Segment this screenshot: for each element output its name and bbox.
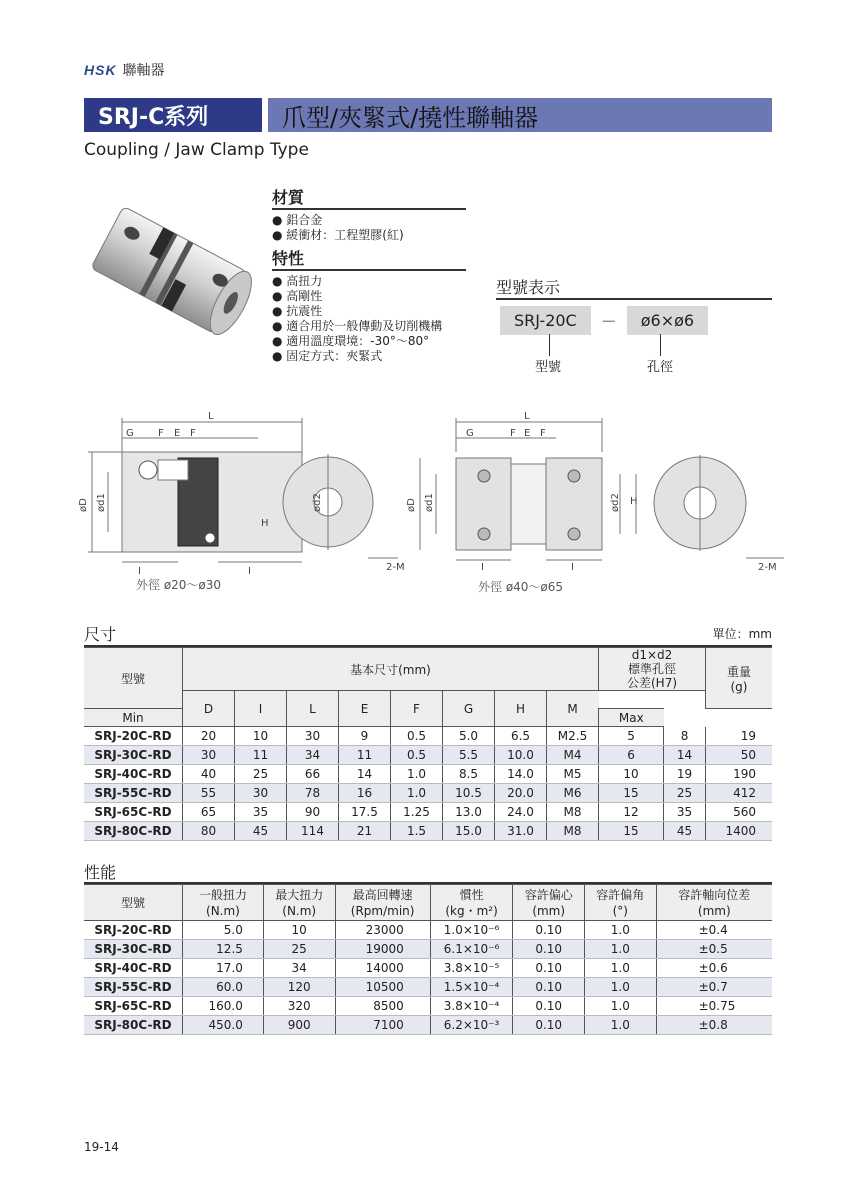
col-E: E xyxy=(339,691,391,727)
model-cell: SRJ-80C-RD xyxy=(84,1016,183,1035)
col-bore-line2: 標準孔徑 xyxy=(627,662,676,676)
dimensions-body xyxy=(84,727,772,841)
table-cell: 25 xyxy=(263,940,335,959)
model-cell: SRJ-30C-RD xyxy=(84,746,183,765)
col-model: 型號 xyxy=(84,648,183,709)
series-title: SRJ-C系列 xyxy=(84,98,262,132)
perf-col-header xyxy=(335,885,430,921)
model-cell: SRJ-40C-RD xyxy=(84,959,183,978)
table-cell: 65 xyxy=(183,803,235,822)
perf-col-unit: (N.m) xyxy=(282,903,317,918)
title-bar xyxy=(84,98,772,132)
table-cell: 14 xyxy=(339,765,391,784)
bore-pointer xyxy=(660,334,661,356)
table-cell: 19000 xyxy=(335,940,430,959)
material-rule xyxy=(272,208,466,210)
feature-item: ● 抗震性 xyxy=(272,304,466,319)
brand-logo: HSK xyxy=(84,62,117,78)
table-cell: M2.5 xyxy=(547,727,599,746)
col-L: L xyxy=(287,691,339,727)
table-cell: 60.0 xyxy=(183,978,264,997)
table-cell: 50 xyxy=(706,746,773,765)
dim-D-large: øD xyxy=(406,498,417,512)
table-cell: 23000 xyxy=(335,921,430,940)
perf-col-header xyxy=(430,885,513,921)
table-cell: 1.0 xyxy=(391,765,443,784)
model-pointer xyxy=(549,334,550,356)
model-cell: SRJ-20C-RD xyxy=(84,921,183,940)
table-cell: 1.0 xyxy=(391,784,443,803)
model-code-dash: － xyxy=(600,312,617,331)
dim-G-large: G xyxy=(466,428,474,439)
model-code: SRJ-20C xyxy=(500,306,591,335)
table-cell: 25 xyxy=(664,784,706,803)
table-cell: 19 xyxy=(664,765,706,784)
performance-body xyxy=(84,921,772,1035)
table-cell: 8 xyxy=(664,727,706,746)
table-cell: 1.0×10⁻⁶ xyxy=(430,921,513,940)
table-cell: 78 xyxy=(287,784,339,803)
dim-I: I xyxy=(138,566,141,577)
dim-d2: ød2 xyxy=(312,493,323,512)
table-cell: 3.8×10⁻⁴ xyxy=(430,997,513,1016)
table-row xyxy=(84,822,772,841)
drawing-small-caption: 外徑 ø20～ø30 xyxy=(136,578,222,592)
table-cell: 17.0 xyxy=(183,959,264,978)
table-cell: 21 xyxy=(339,822,391,841)
table-cell: 5 xyxy=(599,727,664,746)
table-cell: 6 xyxy=(599,746,664,765)
table-cell: ±0.8 xyxy=(656,1016,772,1035)
col-weight xyxy=(706,648,773,709)
table-cell: ±0.5 xyxy=(656,940,772,959)
table-cell: 0.10 xyxy=(513,959,585,978)
performance-table xyxy=(84,884,772,1035)
feature-item: ● 高扭力 xyxy=(272,274,466,289)
table-cell: 90 xyxy=(287,803,339,822)
table-cell: 5.5 xyxy=(443,746,495,765)
table-cell: 80 xyxy=(183,822,235,841)
model-code-heading: 型號表示 xyxy=(496,278,561,297)
table-row xyxy=(84,803,772,822)
subtitle: Coupling / Jaw Clamp Type xyxy=(84,140,309,160)
perf-col-title: 最高回轉速 xyxy=(352,887,413,902)
table-cell: M5 xyxy=(547,765,599,784)
table-cell: 1.0 xyxy=(585,978,657,997)
perf-col-unit: (Rpm/min) xyxy=(350,903,415,918)
table-cell: 15.0 xyxy=(443,822,495,841)
bore-label: 孔徑 xyxy=(647,360,674,375)
page-number: 19-14 xyxy=(84,1140,119,1154)
table-cell: 1.0 xyxy=(585,940,657,959)
dim-d2-large: ød2 xyxy=(610,493,621,512)
dim-F: F xyxy=(158,428,164,439)
table-cell: 0.10 xyxy=(513,940,585,959)
performance-heading: 性能 xyxy=(84,863,117,882)
table-cell: 0.10 xyxy=(513,978,585,997)
model-code-section xyxy=(496,275,772,300)
table-cell: 30 xyxy=(183,746,235,765)
table-cell: 16 xyxy=(339,784,391,803)
table-cell: 11 xyxy=(339,746,391,765)
table-cell: 10.0 xyxy=(495,746,547,765)
table-cell: 1.0 xyxy=(585,1016,657,1035)
col-bore-line1: d1×d2 xyxy=(631,648,673,662)
features-heading: 特性 xyxy=(272,249,305,268)
perf-col-header xyxy=(513,885,585,921)
perf-col-unit: (mm) xyxy=(697,903,731,918)
dim-I2-large: I xyxy=(571,562,574,573)
col-basic: 基本尺寸(mm) xyxy=(183,648,599,691)
dim-E: E xyxy=(174,428,181,439)
table-cell: 10 xyxy=(599,765,664,784)
table-cell: 6.5 xyxy=(495,727,547,746)
dim-G: G xyxy=(126,428,134,439)
table-row xyxy=(84,765,772,784)
col-D: D xyxy=(183,691,235,727)
table-cell: 19 xyxy=(706,727,773,746)
perf-col-header xyxy=(183,885,264,921)
model-cell: SRJ-65C-RD xyxy=(84,803,183,822)
table-cell: 412 xyxy=(706,784,773,803)
col-bore xyxy=(599,648,706,691)
col-min: Min xyxy=(84,709,183,727)
table-cell: 190 xyxy=(706,765,773,784)
table-cell: 15 xyxy=(599,822,664,841)
model-cell: SRJ-40C-RD xyxy=(84,765,183,784)
table-cell: 34 xyxy=(287,746,339,765)
table-cell: 30 xyxy=(287,727,339,746)
brand-header xyxy=(84,60,165,80)
features-list xyxy=(272,274,466,364)
dimensions-table xyxy=(84,647,772,841)
table-row xyxy=(84,959,772,978)
model-label: 型號 xyxy=(535,360,562,375)
table-row xyxy=(84,940,772,959)
table-row xyxy=(84,784,772,803)
col-weight-unit: (g) xyxy=(730,679,748,694)
table-cell: 45 xyxy=(235,822,287,841)
dim-M-large: 2-M xyxy=(758,562,777,573)
col-G: G xyxy=(443,691,495,727)
table-cell: 1.25 xyxy=(391,803,443,822)
dimensions-unit: 單位：mm xyxy=(712,627,772,641)
perf-col-title: 容許偏角 xyxy=(596,887,645,902)
table-cell: 1.0 xyxy=(585,959,657,978)
perf-col-header xyxy=(585,885,657,921)
material-item: ● 緩衝材：工程塑膠(紅) xyxy=(272,228,466,243)
dim-H: H xyxy=(261,518,269,529)
table-row xyxy=(84,997,772,1016)
perf-col-title: 慣性 xyxy=(459,887,484,902)
col-I: I xyxy=(235,691,287,727)
drawing-small xyxy=(78,408,418,596)
table-cell: 24.0 xyxy=(495,803,547,822)
table-cell: 66 xyxy=(287,765,339,784)
performance-header-row xyxy=(84,885,772,921)
perf-col-header xyxy=(656,885,772,921)
table-cell: 34 xyxy=(263,959,335,978)
table-cell: 17.5 xyxy=(339,803,391,822)
dim-H-large: H xyxy=(630,496,638,507)
table-cell: 8.5 xyxy=(443,765,495,784)
model-cell: SRJ-30C-RD xyxy=(84,940,183,959)
table-cell: 9 xyxy=(339,727,391,746)
dim-F2-large: F xyxy=(540,428,546,439)
table-row xyxy=(84,1016,772,1035)
bore-code: ø6×ø6 xyxy=(627,306,708,335)
table-cell: 55 xyxy=(183,784,235,803)
model-cell: SRJ-20C-RD xyxy=(84,727,183,746)
table-cell: 25 xyxy=(235,765,287,784)
table-cell: 14 xyxy=(664,746,706,765)
table-cell: 1.5×10⁻⁴ xyxy=(430,978,513,997)
col-max: Max xyxy=(599,709,664,727)
features-section xyxy=(272,246,466,364)
table-cell: 5.0 xyxy=(443,727,495,746)
table-cell: 20.0 xyxy=(495,784,547,803)
table-cell: 10500 xyxy=(335,978,430,997)
table-cell: 35 xyxy=(235,803,287,822)
col-M: M xyxy=(547,691,599,727)
brand-category: 聯軸器 xyxy=(122,63,165,79)
dim-L-large: L xyxy=(524,411,530,422)
table-cell: 6.2×10⁻³ xyxy=(430,1016,513,1035)
perf-col-header xyxy=(263,885,335,921)
material-heading: 材質 xyxy=(272,188,305,207)
table-cell: 0.10 xyxy=(513,997,585,1016)
drawing-large-caption: 外徑 ø40～ø65 xyxy=(478,580,564,594)
material-section xyxy=(272,185,466,243)
table-cell: 7100 xyxy=(335,1016,430,1035)
model-cell: SRJ-65C-RD xyxy=(84,997,183,1016)
table-cell: 10.5 xyxy=(443,784,495,803)
table-cell: M8 xyxy=(547,803,599,822)
dim-F-large: F xyxy=(510,428,516,439)
perf-col-unit: (°) xyxy=(612,903,628,918)
table-cell: M6 xyxy=(547,784,599,803)
dim-D: øD xyxy=(78,498,89,512)
table-cell: 45 xyxy=(664,822,706,841)
table-cell: 320 xyxy=(263,997,335,1016)
perf-col-unit: (mm) xyxy=(532,903,566,918)
col-bore-line3: 公差(H7) xyxy=(626,676,678,690)
material-list xyxy=(272,213,466,243)
features-rule xyxy=(272,269,466,271)
table-cell: 10 xyxy=(235,727,287,746)
table-cell: 1.5 xyxy=(391,822,443,841)
table-cell: 160.0 xyxy=(183,997,264,1016)
product-title: 爪型/夾緊式/撓性聯軸器 xyxy=(268,98,772,132)
table-cell: 40 xyxy=(183,765,235,784)
table-cell: ±0.7 xyxy=(656,978,772,997)
table-cell: 14.0 xyxy=(495,765,547,784)
table-cell: 13.0 xyxy=(443,803,495,822)
table-cell: 20 xyxy=(183,727,235,746)
perf-col-title: 容許軸向位差 xyxy=(678,887,751,902)
model-cell: SRJ-55C-RD xyxy=(84,978,183,997)
table-cell: ±0.6 xyxy=(656,959,772,978)
table-cell: 30 xyxy=(235,784,287,803)
table-cell: 35 xyxy=(664,803,706,822)
col-weight-label: 重量 xyxy=(726,664,751,679)
material-item: ● 鋁合金 xyxy=(272,213,466,228)
table-cell: 120 xyxy=(263,978,335,997)
table-cell: ±0.75 xyxy=(656,997,772,1016)
table-cell: 1400 xyxy=(706,822,773,841)
table-cell: 10 xyxy=(263,921,335,940)
table-cell: 11 xyxy=(235,746,287,765)
perf-col-header xyxy=(84,885,183,921)
feature-item: ● 固定方式：夾緊式 xyxy=(272,349,466,364)
table-cell: 5.0 xyxy=(183,921,264,940)
feature-item: ● 適合用於一般傳動及切削機構 xyxy=(272,319,466,334)
dim-I-large: I xyxy=(481,562,484,573)
table-cell: 0.5 xyxy=(391,727,443,746)
product-photo xyxy=(84,200,254,340)
dim-E-large: E xyxy=(524,428,531,439)
table-cell: 12 xyxy=(599,803,664,822)
table-row xyxy=(84,921,772,940)
table-cell: ±0.4 xyxy=(656,921,772,940)
table-cell: 6.1×10⁻⁶ xyxy=(430,940,513,959)
model-cell: SRJ-80C-RD xyxy=(84,822,183,841)
table-cell: 0.10 xyxy=(513,921,585,940)
perf-col-title: 型號 xyxy=(120,895,145,910)
table-cell: 12.5 xyxy=(183,940,264,959)
dim-d1-large: ød1 xyxy=(424,493,435,512)
col-F: F xyxy=(391,691,443,727)
table-cell: 114 xyxy=(287,822,339,841)
table-cell: M8 xyxy=(547,822,599,841)
table-cell: 0.10 xyxy=(513,1016,585,1035)
perf-col-unit: (N.m) xyxy=(206,903,240,918)
table-cell: M4 xyxy=(547,746,599,765)
table-cell: 15 xyxy=(599,784,664,803)
perf-col-title: 容許偏心 xyxy=(524,887,573,902)
col-H: H xyxy=(495,691,547,727)
table-cell: 1.0 xyxy=(585,997,657,1016)
table-row xyxy=(84,746,772,765)
table-row xyxy=(84,727,772,746)
model-code-rule xyxy=(496,298,772,300)
dim-M: 2-M xyxy=(386,562,405,573)
perf-col-title: 一般扭力 xyxy=(198,887,247,902)
dim-F2: F xyxy=(190,428,196,439)
table-cell: 560 xyxy=(706,803,773,822)
table-cell: 8500 xyxy=(335,997,430,1016)
table-cell: 14000 xyxy=(335,959,430,978)
model-code-example xyxy=(500,306,708,335)
drawing-large xyxy=(406,408,790,596)
model-cell: SRJ-55C-RD xyxy=(84,784,183,803)
table-cell: 900 xyxy=(263,1016,335,1035)
feature-item: ● 高剛性 xyxy=(272,289,466,304)
dimensions-heading: 尺寸 xyxy=(84,625,117,644)
perf-col-title: 最大扭力 xyxy=(275,887,324,902)
table-cell: 3.8×10⁻⁵ xyxy=(430,959,513,978)
table-cell: 31.0 xyxy=(495,822,547,841)
dim-L: L xyxy=(208,411,214,422)
feature-item: ● 適用溫度環境：-30°～80° xyxy=(272,334,466,349)
dim-d1: ød1 xyxy=(96,493,107,512)
perf-col-unit: (kg・m²) xyxy=(445,903,498,918)
table-cell: 450.0 xyxy=(183,1016,264,1035)
table-cell: 1.0 xyxy=(585,921,657,940)
dim-I2: I xyxy=(248,566,251,577)
table-row xyxy=(84,978,772,997)
table-cell: 0.5 xyxy=(391,746,443,765)
